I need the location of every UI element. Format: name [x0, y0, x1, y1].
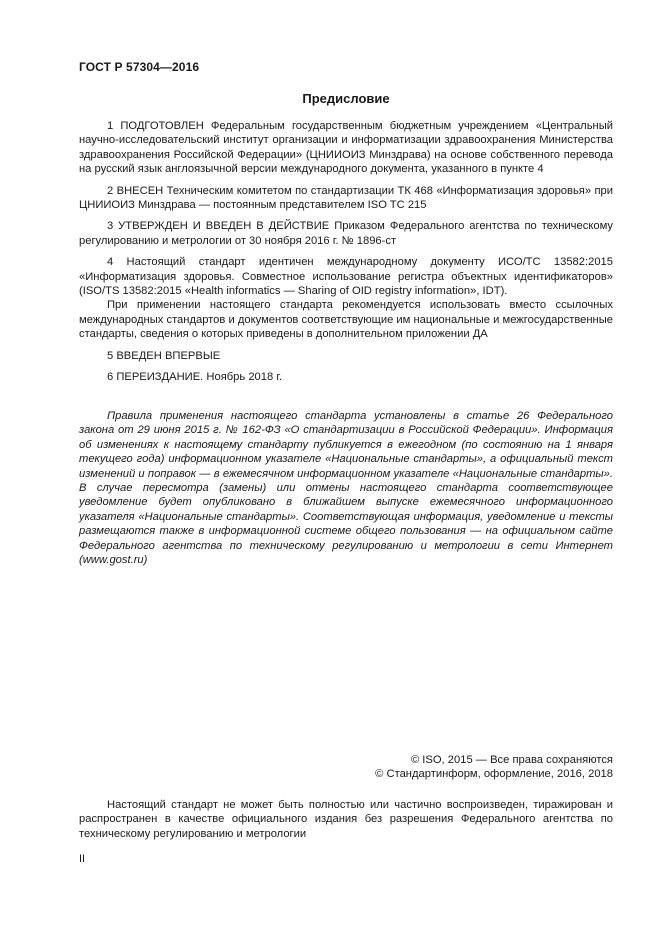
reproduction-notice: Настоящий стандарт не может быть полностью или частично воспроизведен, тиражирован и распространен в качестве официального издания без разрешения Федерального агентства по техническому регулированию и метрологии	[79, 799, 613, 840]
page-title: Предисловие	[302, 91, 390, 106]
page-number: II	[79, 853, 86, 865]
preface-item-5: 5 ВВЕДЕН ВПЕРВЫЕ	[107, 349, 221, 362]
preface-item-6: 6 ПЕРЕИЗДАНИЕ. Ноябрь 2018 г.	[107, 371, 283, 384]
standard-code: ГОСТ Р 57304—2016	[79, 60, 200, 74]
copyright-block	[213, 753, 613, 782]
preface-item-4: 4 Настоящий стандарт идентичен международному документу ИСО/ТС 13582:2015 «Информатизация здоровья. Совместное использование регистра объектных идентификаторов» (ISO/TS 13582:2015 «Health informatics — Sharing of OID registry information», IDT).	[79, 256, 613, 298]
preface-item-1: 1 ПОДГОТОВЛЕН Федеральным государственным бюджетным учреждением «Центральный научно-исследовательский институт организации и информатизации здравоохранения Министерства здравоохранения Российской Федерации» (ЦНИИОИЗ Минздрава) на основе собственного перевода на русский язык англоязычной версии международного документа, указанного в пункте 4	[79, 120, 613, 176]
copyright-iso: © ISO, 2015 — Все права сохраняются	[410, 754, 613, 766]
application-rules-notice: Правила применения настоящего стандарта установлены в статье 26 Федерального закона от 29 июня 2015 г. № 162-ФЗ «О стандартизации в Российской Федерации». Информация об изменениях к настоящему стандарту публикуется в ежегодном (по состоянию на 1 января текущего года) информационном указателе «Национальные стандарты», а официальный текст изменений и поправок — в ежемесячном информационном указателе «Национальные стандарты». В случае пересмотра (замены) или отмены настоящего стандарта соответствующее уведомление будет опубликовано в ближайшем выпуске ежемесячного информационного указателя «Национальные стандарты». Соответствующая информация, уведомление и тексты размещаются также в информационной системе общего пользования — на официальном сайте Федерального агентства по техническому регулированию и метрологии в сети Интернет (www.gost.ru)	[79, 410, 613, 567]
preface-section	[79, 119, 613, 385]
preface-item-2: 2 ВНЕСЕН Техническим комитетом по стандартизации ТК 468 «Информатизация здоровья» при ЦНИИОИЗ Минздрава — постоянным представителем ISO TC 215	[79, 184, 613, 212]
copyright-standartinform: © Стандартинформ, оформление, 2016, 2018	[375, 768, 613, 781]
preface-item-3: 3 УТВЕРЖДЕН И ВВЕДЕН В ДЕЙСТВИЕ Приказом Федерального агентства по техническому регулированию и метрологии от 30 ноября 2016 г. № 1896-ст	[79, 220, 613, 247]
preface-item-4-note: При применении настоящего стандарта рекомендуется использовать вместо ссылочных международных стандартов и документов соответствующие им национальные и межгосударственные стандарты, сведения о которых приведены в дополнительном приложении ДА	[79, 299, 613, 341]
